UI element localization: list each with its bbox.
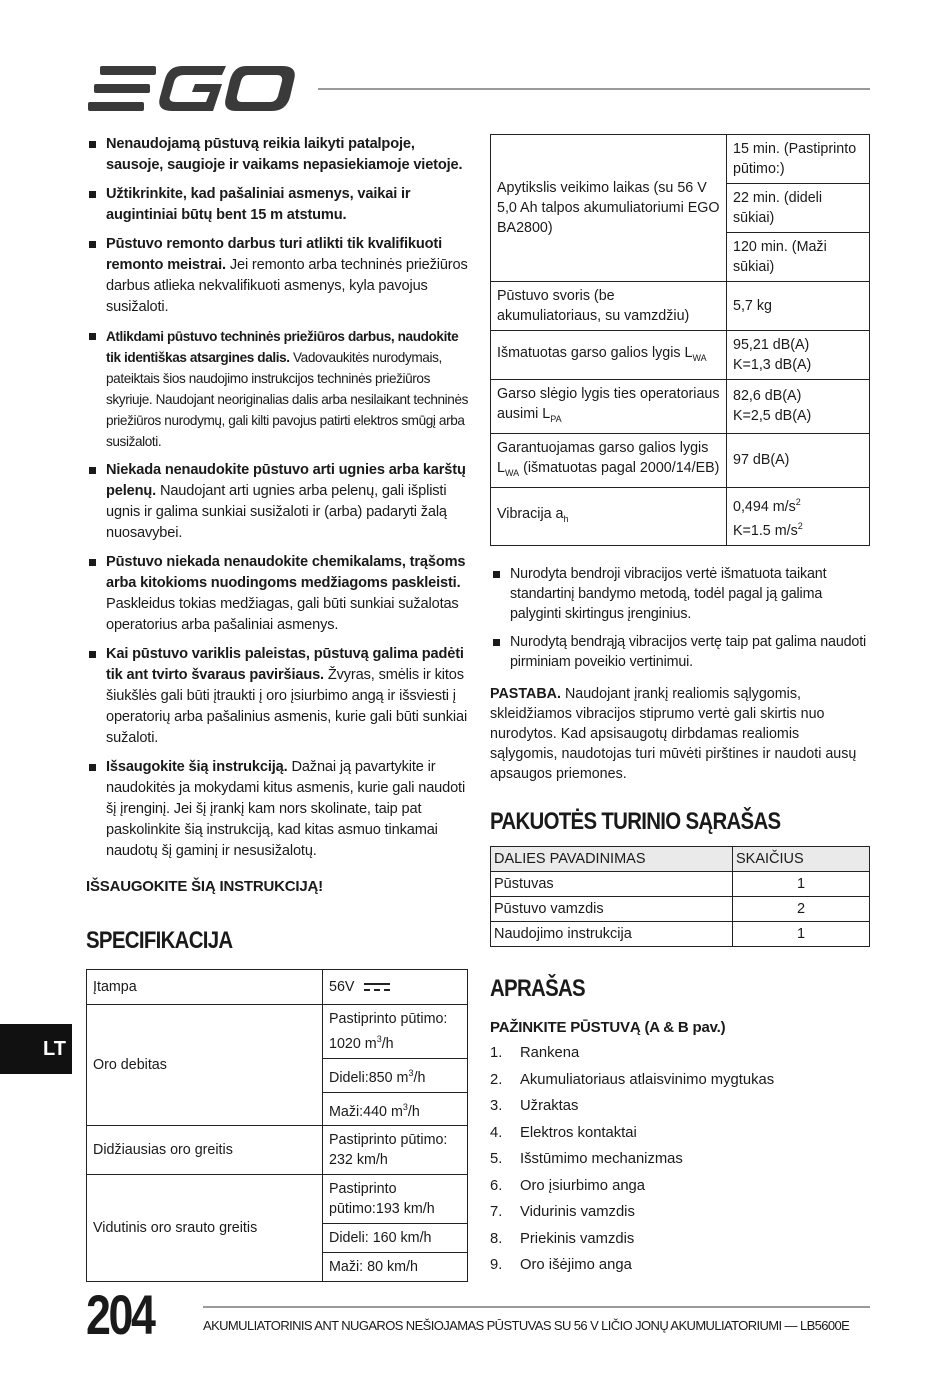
ego-logo bbox=[86, 64, 298, 114]
table-row bbox=[87, 1126, 468, 1175]
table-cell: Dideli:850 $m^3/h$ bbox=[323, 1058, 468, 1092]
table-cell: Pastiprinto pūtimo:193 km/h bbox=[323, 1175, 468, 1224]
list-item: Atlikdami pūstuvo techninės priežiūros darbus, naudokite tik identiškas atsargines dalis. Vadovaukitės nurodymais, pateiktais šios naudojimo instrukcijos techninės priežiūros skyriuje. Naudojant neoriginalias dalis arba nesilaikant techninės priežiūros nurodymų, gali kilti pavojus patirti elektros smūgį arba susižaloti. bbox=[86, 326, 468, 452]
table-cell: Išmatuotas garso galios lygis $L_{WA}$ bbox=[491, 331, 727, 380]
table-row bbox=[491, 433, 870, 487]
table-row bbox=[491, 487, 870, 546]
table-cell: Naudojimo instrukcija bbox=[491, 922, 733, 947]
list-item: Nurodytą bendrąją vibracijos vertę taip pat galima naudoti pirminiam poveikio vertinimui. bbox=[490, 632, 870, 672]
table-cell: Pūstuvo vamzdis bbox=[491, 897, 733, 922]
table-cell: 56V bbox=[323, 970, 468, 1005]
package-heading: PAKUOTĖS TURINIO SĄRAŠAS bbox=[490, 808, 781, 836]
table-row bbox=[491, 135, 870, 184]
table-row bbox=[87, 1005, 468, 1059]
table-row bbox=[491, 282, 870, 331]
column-header: DALIES PAVADINIMAS bbox=[491, 847, 733, 872]
table-row bbox=[491, 872, 870, 897]
table-cell: Garso slėgio lygis ties operatoriaus ausimi $L_{PA}$ bbox=[491, 380, 727, 434]
list-item: Pūstuvo remonto darbus turi atlikti tik kvalifikuoti remonto meistrai. Jei remonto arba techninės priežiūros darbus atlieka nekvalifikuoti asmenys, kyla pavojus susižaloti. bbox=[86, 234, 468, 318]
header-rule bbox=[318, 88, 870, 90]
table-row bbox=[491, 380, 870, 434]
language-tab: LT bbox=[0, 1024, 72, 1074]
spec-table-2 bbox=[490, 134, 870, 546]
table-cell: Vidutinis oro srauto greitis bbox=[87, 1175, 323, 1282]
safety-list bbox=[86, 134, 468, 862]
note-paragraph: PASTABA. Naudojant įrankį realiomis sąlygomis, skleidžiamos vibracijos stiprumo vertė gali skirtis nuo nurodytos. Kad apsisaugotų dirbdamas realiomis sąlygomis, naudotojas turi mūvėti pirštines ir naudoti ausų apsaugos priemones. bbox=[490, 686, 857, 783]
dc-symbol-icon bbox=[364, 982, 390, 992]
table-row bbox=[491, 331, 870, 380]
list-item: 4. Elektros kontaktai bbox=[490, 1124, 637, 1141]
table-cell: 2 bbox=[733, 897, 870, 922]
list-item: 5. Išstūmimo mechanizmas bbox=[490, 1151, 683, 1168]
list-item: 7. Vidurinis vamzdis bbox=[490, 1204, 635, 1221]
list-item: Užtikrinkite, kad pašaliniai asmenys, vaikai ir augintiniai būtų bent 15 m atstumu. bbox=[86, 184, 468, 226]
table-cell: 82,6 dB(A) K=2,5 dB(A) bbox=[727, 380, 870, 434]
table-cell: 5,7 kg bbox=[727, 282, 870, 331]
table-cell: 120 min. (Maži sūkiai) bbox=[727, 233, 870, 282]
table-row bbox=[87, 970, 468, 1005]
table-cell: Maži: 80 km/h bbox=[323, 1253, 468, 1282]
page-number: 204 bbox=[86, 1283, 154, 1346]
list-item: 8. Priekinis vamzdis bbox=[490, 1230, 635, 1247]
list-item: 3. Užraktas bbox=[490, 1098, 579, 1115]
description-subheading: PAŽINKITE PŪSTUVĄ (A & B pav.) bbox=[490, 1019, 726, 1037]
spec-table bbox=[86, 969, 468, 1282]
footer-title: AKUMULIATORINIS ANT NUGAROS NEŠIOJAMAS PŪSTUVAS SU 56 V LIČIO JONŲ AKUMULIATORIUMI — LB5600E bbox=[203, 1318, 850, 1333]
table-cell: 15 min. (Pastiprinto pūtimo:) bbox=[727, 135, 870, 184]
column-header: SKAIČIUS bbox=[733, 847, 870, 872]
table-cell: 97 dB(A) bbox=[727, 433, 870, 487]
table-cell: Pūstuvas bbox=[491, 872, 733, 897]
package-table bbox=[490, 846, 870, 947]
left-column bbox=[86, 134, 468, 1282]
vibration-notes bbox=[490, 564, 870, 672]
list-item: 2. Akumuliatoriaus atlaisvinimo mygtukas bbox=[490, 1071, 775, 1088]
list-item: 1. Rankena bbox=[490, 1045, 580, 1062]
footer-rule bbox=[203, 1306, 870, 1308]
table-cell: Pastiprinto pūtimo: 1020 $m^3/h$ bbox=[323, 1005, 468, 1059]
list-item: Nenaudojamą pūstuvą reikia laikyti patalpoje, sausoje, saugioje ir vaikams nepasiekiamoje vietoje. bbox=[86, 134, 468, 176]
list-item: Kai pūstuvo variklis paleistas, pūstuvą galima padėti tik ant tvirto švaraus paviršiaus. Žvyras, smėlis ir kitos šiukšlės gali būti įtraukti į oro įsiurbimo angą ir išsviesti į operatorių arba pašalinius asmenis, kurie gali būti sunkiai sužaloti. bbox=[86, 644, 468, 749]
table-cell: Pastiprinto pūtimo: 232 km/h bbox=[323, 1126, 468, 1175]
table-row bbox=[491, 897, 870, 922]
list-item: Išsaugokite šią instrukciją. Dažnai ją pavartykite ir naudokitės ja mokydami kitus asmenis, kurie gali naudoti šį įrenginį. Jei šį įrankį kam nors skolinate, taip pat paskolinkite šią instrukciją, kad kitas asmuo tinkamai naudotų šį gaminį ir nesusižalotų. bbox=[86, 757, 468, 862]
table-cell: Maži:440 $m^3/h$ bbox=[323, 1092, 468, 1126]
table-cell: Garantuojamas garso galios lygis $L_{WA}$ (išmatuotas pagal 2000/14/EB) bbox=[491, 433, 727, 487]
description-heading: APRAŠAS bbox=[490, 975, 586, 1003]
table-header-row bbox=[491, 847, 870, 872]
save-notice: IŠSAUGOKITE ŠIĄ INSTRUKCIJĄ! bbox=[86, 878, 323, 895]
list-item: Pūstuvo niekada nenaudokite chemikalams, trąšoms arba kitokioms nuodingoms medžiagoms paskleisti. Paskleidus tokias medžiagas, gali būti sunkiai sužalotas operatorius arba pašaliniai asmenys. bbox=[86, 552, 468, 636]
list-item: Nurodyta bendroji vibracijos vertė išmatuota taikant standartinį bandymo metodą, todėl pagal ją galima palyginti skirtingus įrenginius. bbox=[490, 564, 870, 624]
right-column bbox=[490, 134, 870, 1279]
table-cell: 1 bbox=[733, 872, 870, 897]
table-cell: 22 min. (dideli sūkiai) bbox=[727, 184, 870, 233]
parts-list bbox=[490, 1040, 870, 1279]
list-item: Niekada nenaudokite pūstuvo arti ugnies arba karštų pelenų. Naudojant arti ugnies arba pelenų, gali išplisti ugnis ir galima sunkiai susižaloti ir (arba) padaryti žalą nuosavybei. bbox=[86, 460, 468, 544]
table-cell: Didžiausias oro greitis bbox=[87, 1126, 323, 1175]
table-row bbox=[87, 1175, 468, 1224]
table-cell: Pūstuvo svoris (be akumuliatoriaus, su vamzdžiu) bbox=[491, 282, 727, 331]
table-cell: 1 bbox=[733, 922, 870, 947]
table-cell: Oro debitas bbox=[87, 1005, 323, 1126]
table-cell: Apytikslis veikimo laikas (su 56 V 5,0 Ah talpos akumuliatoriumi EGO BA2800) bbox=[491, 135, 727, 282]
list-item: 9. Oro išėjimo anga bbox=[490, 1257, 632, 1274]
table-cell: 95,21 dB(A) K=1,3 dB(A) bbox=[727, 331, 870, 380]
table-cell: Vibracija $a_h$ bbox=[491, 487, 727, 546]
table-cell: Įtampa bbox=[87, 970, 323, 1005]
list-item: 6. Oro įsiurbimo anga bbox=[490, 1177, 646, 1194]
table-cell: 0,494 $m/s^2$ K=1.5 $m/s^2$ bbox=[727, 487, 870, 546]
spec-heading: SPECIFIKACIJA bbox=[86, 927, 233, 954]
table-cell: Dideli: 160 km/h bbox=[323, 1224, 468, 1253]
table-row bbox=[491, 922, 870, 947]
